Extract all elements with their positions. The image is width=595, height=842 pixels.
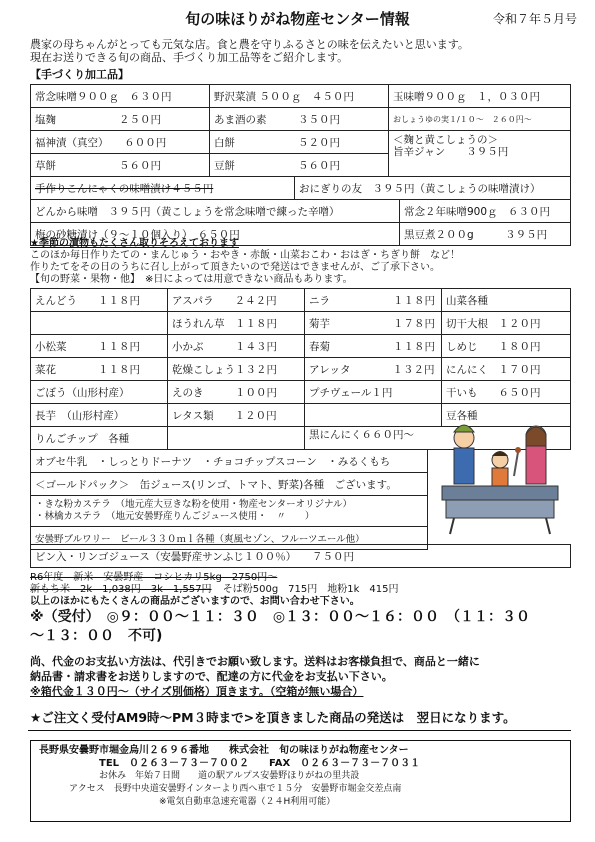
jan-label: ＜麹と黄こしょうの＞ xyxy=(393,134,498,146)
notes-star: ★季節の漬物もたくさん取りそろえております xyxy=(30,238,239,249)
table-cell: えんどう １１８円 xyxy=(31,289,168,312)
table-cell: 山菜各種 xyxy=(442,289,571,312)
divider xyxy=(28,730,571,731)
intro-line-1: 農家の母ちゃんがとっても元気な店。食と農を守りふるさとの味を伝えたいと思います。 xyxy=(30,38,469,51)
table-cell: 豆各種 xyxy=(442,404,571,427)
table-cell: 豆餅 ５６０円 xyxy=(210,154,389,177)
processed-goods-table-2 xyxy=(30,176,571,200)
table-cell: 安曇野ブルワリー ビール３３０ｍｌ各種（爽風セゾン、フルーツエール他） xyxy=(31,527,428,550)
intro-line-2: 現在お送りできる旬の商品、手づくり加工品等をご紹介します。 xyxy=(30,51,349,64)
footer-address: 長野県安曇野市堀金烏川２６９６番地 株式会社 旬の味ほりがね物産センター xyxy=(39,745,409,756)
mochi-price: 新もち米 2k 1,038円 3k 1,557円 xyxy=(30,584,212,595)
footer-access: アクセス 長野中央道安曇野インターより西へ車で１５分 安曇野市堀金交差点南 xyxy=(69,784,402,794)
table-cell: アスパラ ２４２円 xyxy=(168,289,305,312)
bbq-family-illustration xyxy=(432,416,568,536)
table-cell xyxy=(389,131,571,177)
table-cell: 春菊 １１８円 xyxy=(305,335,442,358)
jan-price: 旨辛ジャン ３９５円 xyxy=(393,146,509,158)
table-cell: 手作りこんにゃくの味噌漬け４５５円 xyxy=(31,177,295,200)
processed-goods-table xyxy=(30,84,571,177)
table-cell: 常念味噌９００ｇ ６３０円 xyxy=(31,85,210,108)
payment-block xyxy=(30,654,480,699)
table-cell: 草餅 ５６０円 xyxy=(31,154,210,177)
table-cell: 白餅 ５２０円 xyxy=(210,131,389,154)
table-cell: りんごチップ 各種 xyxy=(31,427,168,450)
table-cell: 菜花 １１８円 xyxy=(31,358,168,381)
other-goods-table xyxy=(30,449,428,550)
table-cell: 長芋 （山形村産） xyxy=(31,404,168,427)
page-title: 旬の味ほりがね物産センター情報 xyxy=(185,10,410,28)
shipping-notice: ★ご注文く受付AM9時～PM３時まで>を頂きました商品の発送は 翌日になります。 xyxy=(30,710,516,725)
payment-line-1: 尚、代金のお支払い方法は、代引きでお願い致します。送料はお客様負担で、商品と一緒に xyxy=(30,655,480,668)
table-cell: しめじ １８０円 xyxy=(442,335,571,358)
table-cell xyxy=(168,427,305,450)
table-cell: 塩麹 ２５０円 xyxy=(31,108,210,131)
table-cell: おにぎりの友 ３９５円（黄こしょうの味噌漬け） xyxy=(295,177,571,200)
rice-line-3: 以上のほかにもたくさんの商品がございますので、お問い合わせ下さい。 xyxy=(30,596,360,607)
table-cell: 干いも ６５０円 xyxy=(442,381,571,404)
footer-content xyxy=(31,741,570,812)
table-cell: 小松菜 １１８円 xyxy=(31,335,168,358)
notes-line-1: このほか毎日作りたての・まんじゅう・おやき・赤飯・山菜おこわ・おはぎ・ちぎり餅 など！ xyxy=(30,250,460,261)
payment-line-2: 納品書・請求書をお送りしますので、配達の方に代金をお支払い下さい。 xyxy=(30,670,393,683)
table-cell: 玉味噌９００ｇ １，０３０円 xyxy=(389,85,571,108)
table-cell xyxy=(31,312,168,335)
hours-line-2: ～１３：００ 不可) xyxy=(30,628,163,644)
rice-line-1: R6年度 新米 安曇野産 コシヒカリ5kg 2750円～ xyxy=(30,572,278,583)
table-cell: 黒豆煮２００g ３９５円 xyxy=(400,223,571,246)
table-cell: レタス類 １２０円 xyxy=(168,404,305,427)
table-cell: おしょうゆの実１/１０～ ２６０円～ xyxy=(389,108,571,131)
notes-line-2: 作りたてをその日のうちに召し上がって頂きたいので発送はできませんが、ご了承下さい。 xyxy=(30,262,440,273)
footer-holidays: お休み 年始７日間 道の駅アルプス安曇野ほりがねの里共設 xyxy=(99,771,360,781)
table-cell: 小かぶ １４３円 xyxy=(168,335,305,358)
table-cell: 常念２年味噌900ｇ ６３０円 xyxy=(400,200,571,223)
table-cell: あま酒の素 ３５０円 xyxy=(210,108,389,131)
notes-line-3: 【旬の野菜・果物・他】 ※日によっては用意できない商品もあります。 xyxy=(30,274,353,285)
footer-box xyxy=(30,740,571,822)
table-cell: にんにく １７０円 xyxy=(442,358,571,381)
castella-2: ・林檎カステラ （地元安曇野産りんごジュース使用・ 〃 ） xyxy=(35,511,315,522)
rice-block xyxy=(30,572,399,608)
footer-phone: TEL ０２６３－７３－７００２ FAX ０２６３－７３－７０３１ xyxy=(99,758,421,769)
castella-1: ・きな粉カステラ （地元産大豆きな粉を使用・物産センターオリジナル） xyxy=(35,499,353,510)
table-cell: 黒にんにく６６０円～ xyxy=(305,427,571,450)
table-cell: ほうれん草 １１８円 xyxy=(168,312,305,335)
table-cell: 野沢菜漬 ５００ｇ ４５０円 xyxy=(210,85,389,108)
table-cell: ニラ １１８円 xyxy=(305,289,442,312)
table-cell: ごぼう（山形村産） xyxy=(31,381,168,404)
table-cell xyxy=(305,404,442,427)
table-cell: ＜ゴールドパック＞ 缶ジュース(リンゴ、トマト、野菜)各種 ございます。 xyxy=(31,473,428,496)
hours-line-1: ※（受付） ◎９：００～１１：３０ ◎１３：００～１６：００ （１１：３０ xyxy=(30,609,531,625)
table-cell: オブセ牛乳 ・しっとりドーナツ ・チョコチップスコーン ・みるくもち xyxy=(31,450,428,473)
section-processed-title: 【手づくり加工品】 xyxy=(30,68,129,81)
juice-table xyxy=(30,544,571,568)
reception-hours xyxy=(30,608,530,646)
table-cell: えのき １００円 xyxy=(168,381,305,404)
footer-charger: ※電気自動車急速充電器（２４H利用可能） xyxy=(159,797,336,807)
payment-line-3: ※箱代金１３０円～（サイズ別価格）頂きます。（空箱が無い場合） xyxy=(30,685,364,698)
rice-line-2 xyxy=(30,584,399,596)
notes-block xyxy=(30,238,460,286)
table-cell: 菊芋 １７８円 xyxy=(305,312,442,335)
soba-price: そば粉500g 715円 地粉1k 415円 xyxy=(222,584,399,595)
table-cell: ビン入・リンゴジュース（安曇野産サンふじ１００％） ７５０円 xyxy=(31,545,571,568)
table-cell: どんから味噌 ３９５円（黄こしょうを常念味噌で練った辛噌） xyxy=(31,200,400,223)
intro-text xyxy=(30,38,469,64)
table-cell: プチヴェール１円 xyxy=(305,381,442,404)
table-cell xyxy=(31,496,428,527)
table-cell: 乾燥こしょう１３２円 xyxy=(168,358,305,381)
issue-date: 令和７年５月号 xyxy=(492,12,577,26)
table-cell: 梅の砂糖漬け（９～１０個入り） ６５０円 xyxy=(31,223,400,246)
table-cell: 福神漬（真空） ６００円 xyxy=(31,131,210,154)
table-cell: 切干大根 １２０円 xyxy=(442,312,571,335)
table-cell: アレッタ １３２円 xyxy=(305,358,442,381)
